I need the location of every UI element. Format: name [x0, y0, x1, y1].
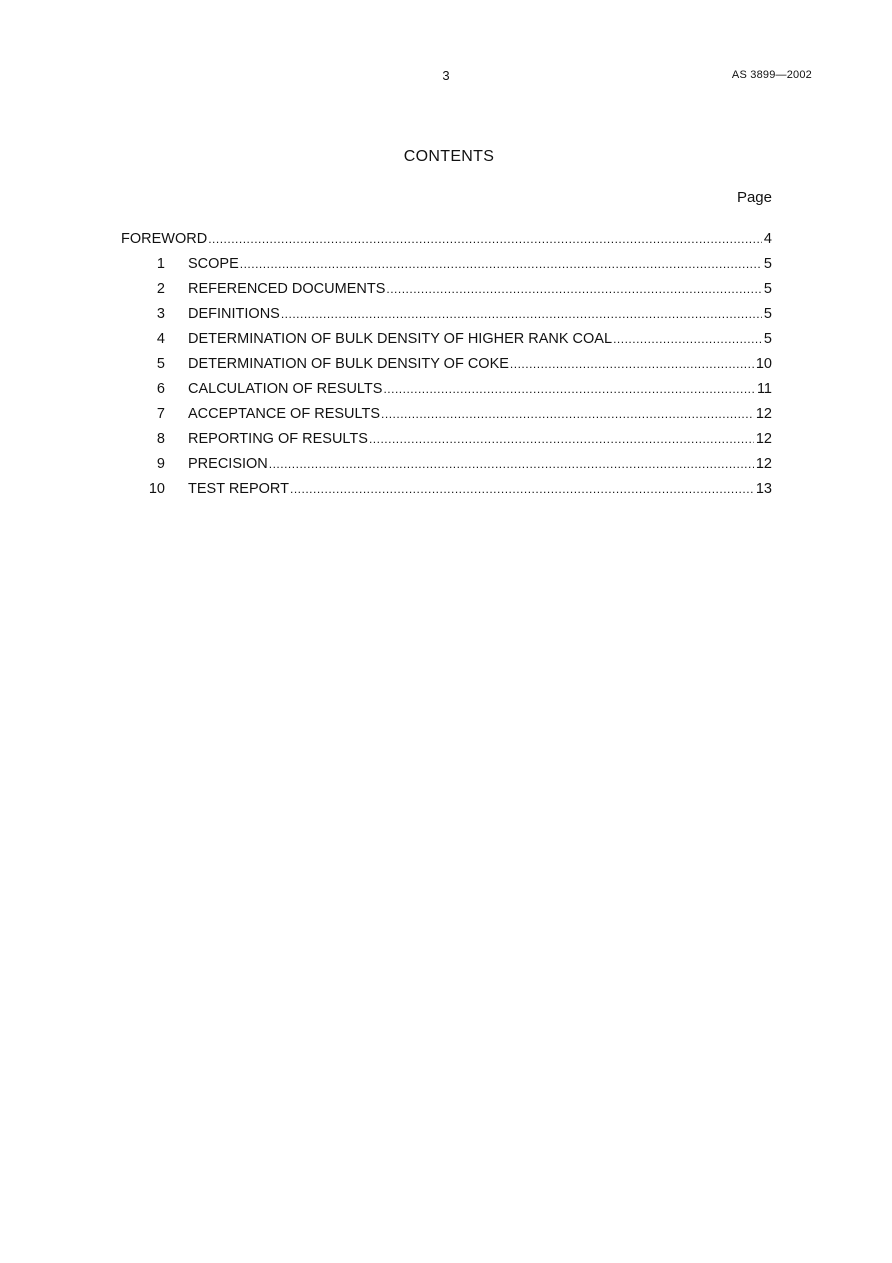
toc-leader	[240, 255, 762, 273]
toc-entry-text: REPORTING OF RESULTS	[188, 431, 368, 447]
toc-entry-page: 11	[756, 381, 772, 397]
toc-entry[interactable]	[121, 255, 772, 280]
toc-entry-text: PRECISION	[188, 456, 268, 472]
toc-entry-text: REFERENCED DOCUMENTS	[188, 281, 386, 297]
toc-entry-page: 4	[763, 231, 772, 247]
toc-entry-number: 9	[156, 456, 165, 472]
toc-entry-text: DETERMINATION OF BULK DENSITY OF COKE	[188, 356, 509, 372]
page-column-label: Page	[736, 189, 772, 206]
toc-entry-number: 6	[156, 381, 165, 397]
toc-leader	[383, 380, 754, 398]
toc-entry-number: 8	[156, 431, 165, 447]
toc-entry-page: 5	[763, 256, 772, 272]
toc-entry[interactable]	[121, 430, 772, 455]
toc-entry-number: 2	[156, 281, 165, 297]
toc-leader	[208, 230, 762, 248]
table-of-contents	[121, 230, 772, 505]
toc-entry-number: 4	[156, 331, 165, 347]
toc-entry-number: 10	[148, 481, 165, 497]
toc-entry[interactable]	[121, 480, 772, 505]
toc-entry-page: 5	[763, 306, 772, 322]
toc-entry-foreword[interactable]	[121, 230, 772, 255]
toc-leader	[290, 480, 754, 498]
toc-entry[interactable]	[121, 355, 772, 380]
toc-entry-page: 5	[763, 281, 772, 297]
toc-entry-text: DETERMINATION OF BULK DENSITY OF HIGHER RANK COAL	[188, 331, 613, 347]
toc-entry[interactable]	[121, 330, 772, 355]
toc-entry-text: CALCULATION OF RESULTS	[188, 381, 383, 397]
toc-entry-page: 13	[755, 481, 772, 497]
toc-leader	[269, 455, 754, 473]
toc-leader	[386, 280, 762, 298]
toc-entry-text: TEST REPORT	[188, 481, 289, 497]
toc-entry[interactable]	[121, 305, 772, 330]
toc-entry-text: ACCEPTANCE OF RESULTS	[188, 406, 381, 422]
toc-leader	[369, 430, 754, 448]
toc-entry-page: 10	[755, 356, 772, 372]
toc-entry[interactable]	[121, 455, 772, 480]
toc-entry-number: 1	[156, 256, 165, 272]
toc-entry[interactable]	[121, 380, 772, 405]
toc-leader	[510, 355, 754, 373]
toc-entry[interactable]	[121, 405, 772, 430]
toc-entry-text: SCOPE	[188, 256, 239, 272]
standard-id: AS 3899—2002	[731, 69, 812, 81]
toc-entry[interactable]	[121, 280, 772, 305]
toc-leader	[381, 405, 754, 423]
toc-leader	[613, 330, 762, 348]
toc-entry-page: 12	[755, 456, 772, 472]
contents-title: CONTENTS	[403, 148, 495, 165]
page-number: 3	[442, 68, 450, 83]
toc-leader	[281, 305, 762, 323]
toc-entry-number: 5	[156, 356, 165, 372]
toc-entry-text: DEFINITIONS	[188, 306, 280, 322]
toc-entry-page: 5	[763, 331, 772, 347]
toc-entry-page: 12	[755, 431, 772, 447]
toc-entry-page: 12	[755, 406, 772, 422]
toc-entry-number: 7	[156, 406, 165, 422]
toc-entry-number: 3	[156, 306, 165, 322]
toc-entry-text: FOREWORD	[121, 231, 208, 247]
